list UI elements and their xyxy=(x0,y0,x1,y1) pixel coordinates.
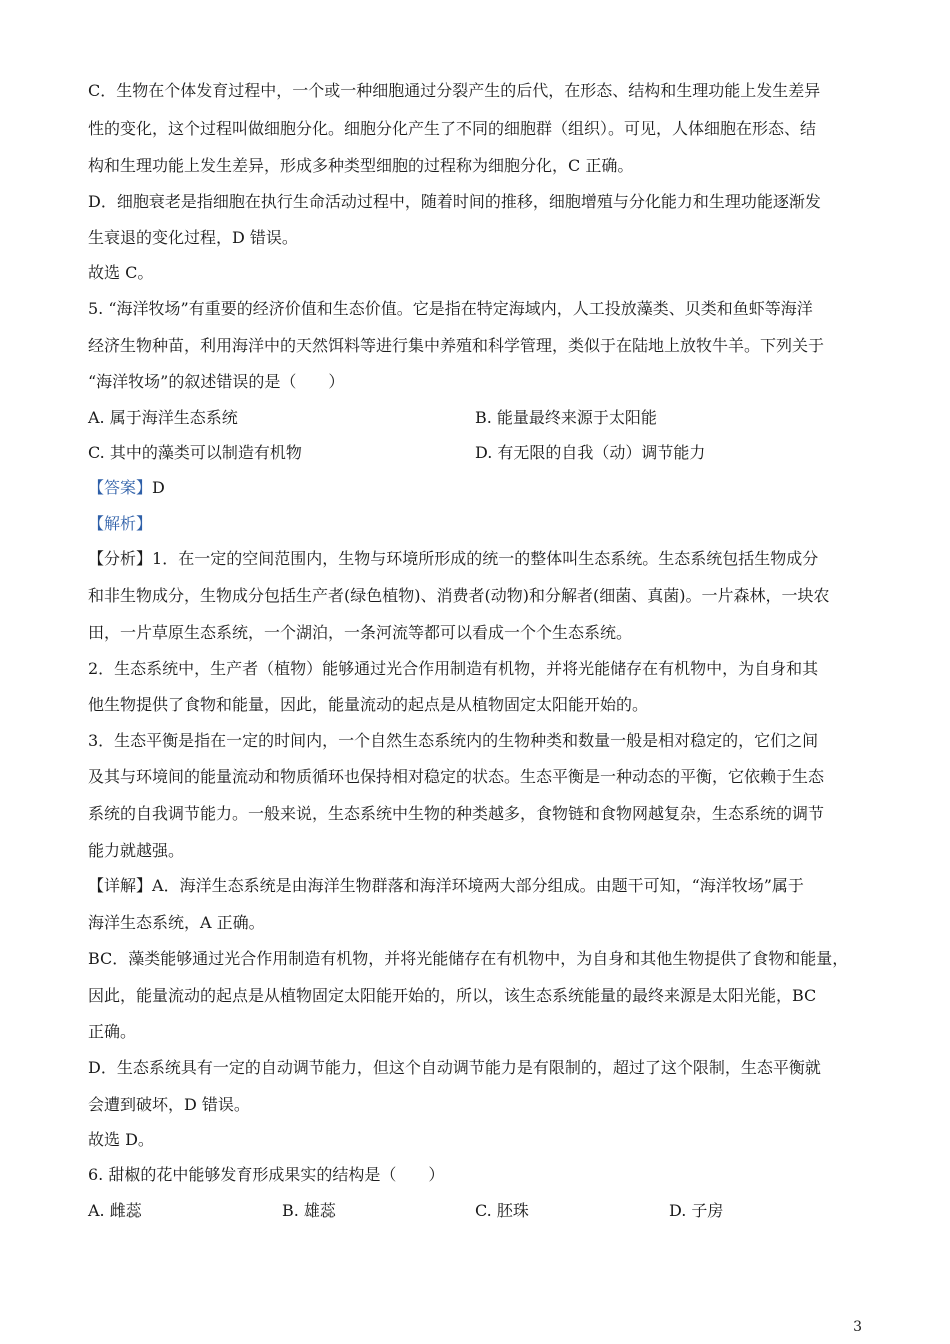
analysis-line xyxy=(88,548,818,570)
text-line: 故选 D。 xyxy=(88,1130,154,1149)
question-5-line: 经济生物种苗，利用海洋中的天然饵料等进行集中养殖和科学管理，类似于在陆地上放牧牛羊。下列关于 xyxy=(88,336,825,355)
text-line: 性的变化，这个过程叫做细胞分化。细胞分化产生了不同的细胞群（组织）。可见，人体细胞在形态、结 xyxy=(88,119,817,138)
xiangjie-text: A．海洋生态系统是由海洋生物群落和海洋环境两大部分组成。由题干可知，“海洋牧场”属于 xyxy=(152,876,804,895)
text-line: 能力就越强。 xyxy=(88,841,185,860)
detail-line xyxy=(88,875,804,897)
text-line: 故选 C。 xyxy=(88,263,154,282)
xiangjie-tag: 【详解】 xyxy=(88,876,153,895)
text-line: C．生物在个体发育过程中，一个或一种细胞通过分裂产生的后代，在形态、结构和生理功能上发生差异 xyxy=(88,81,821,100)
text-line: 系统的自我调节能力。一般来说，生态系统中生物的种类越多，食物链和食物网越复杂，生态系统的调节 xyxy=(88,804,825,823)
text-line: 及其与环境间的能量流动和物质循环也保持相对稳定的状态。生态平衡是一种动态的平衡，它依赖于生态 xyxy=(88,767,825,786)
answer-tag: 【答案】 xyxy=(88,478,153,497)
text-line: 会遭到破坏，D 错误。 xyxy=(88,1095,250,1114)
text-line: 他生物提供了食物和能量，因此，能量流动的起点是从植物固定太阳能开始的。 xyxy=(88,695,649,714)
text-line: 海洋生态系统，A 正确。 xyxy=(88,913,265,932)
question-5-line: “海洋牧场”的叙述错误的是（ ） xyxy=(88,372,345,391)
text-line: D．细胞衰老是指细胞在执行生命活动过程中，随着时间的推移，细胞增殖与分化能力和生理功能逐渐发 xyxy=(88,192,821,211)
fenxi-tag: 【分析】 xyxy=(88,549,153,568)
option-a: A. 雌蕊 xyxy=(88,1201,142,1220)
option-d: D. 有无限的自我（动）调节能力 xyxy=(475,443,706,462)
option-b: B. 雄蕊 xyxy=(282,1201,336,1220)
answer-value: D xyxy=(152,478,165,497)
option-c: C. 胚珠 xyxy=(475,1201,529,1220)
text-line: 构和生理功能上发生差异，形成多种类型细胞的过程称为细胞分化，C 正确。 xyxy=(88,156,634,175)
text-line: 生衰退的变化过程，D 错误。 xyxy=(88,228,298,247)
text-line: 2．生态系统中，生产者（植物）能够通过光合作用制造有机物，并将光能储存在有机物中，为自身和其 xyxy=(88,659,819,678)
page-number: 3 xyxy=(853,1319,862,1335)
question-5-line: 5. “海洋牧场”有重要的经济价值和生态价值。它是指在特定海域内，人工投放藻类、贝类和鱼虾等海洋 xyxy=(88,299,813,318)
text-line: BC．藻类能够通过光合作用制造有机物，并将光能储存在有机物中，为自身和其他生物提供了食物和能量， xyxy=(88,949,849,968)
analysis-tag: 【解析】 xyxy=(88,514,153,533)
option-c: C. 其中的藻类可以制造有机物 xyxy=(88,443,302,462)
option-d: D. 子房 xyxy=(669,1201,724,1220)
option-a: A. 属于海洋生态系统 xyxy=(88,408,238,427)
answer-line xyxy=(88,477,165,499)
question-6-line: 6. 甜椒的花中能够发育形成果实的结构是（ ） xyxy=(88,1165,445,1184)
text-line: 田，一片草原生态系统，一个湖泊，一条河流等都可以看成一个个生态系统。 xyxy=(88,623,633,642)
text-line: 因此，能量流动的起点是从植物固定太阳能开始的，所以，该生态系统能量的最终来源是太阳光能，BC xyxy=(88,986,817,1005)
text-line: 3．生态平衡是指在一定的时间内，一个自然生态系统内的生物种类和数量一般是相对稳定的，它们之间 xyxy=(88,731,819,750)
fenxi-text: 1．在一定的空间范围内，生物与环境所形成的统一的整体叫生态系统。生态系统包括生物成分 xyxy=(152,549,819,568)
text-line: 正确。 xyxy=(88,1022,137,1041)
text-line: D．生态系统具有一定的自动调节能力，但这个自动调节能力是有限制的，超过了这个限制，生态平衡就 xyxy=(88,1058,821,1077)
option-b: B. 能量最终来源于太阳能 xyxy=(475,408,657,427)
text-line: 和非生物成分，生物成分包括生产者(绿色植物)、消费者(动物)和分解者(细菌、真菌)。一片森林，一块农 xyxy=(88,586,830,605)
